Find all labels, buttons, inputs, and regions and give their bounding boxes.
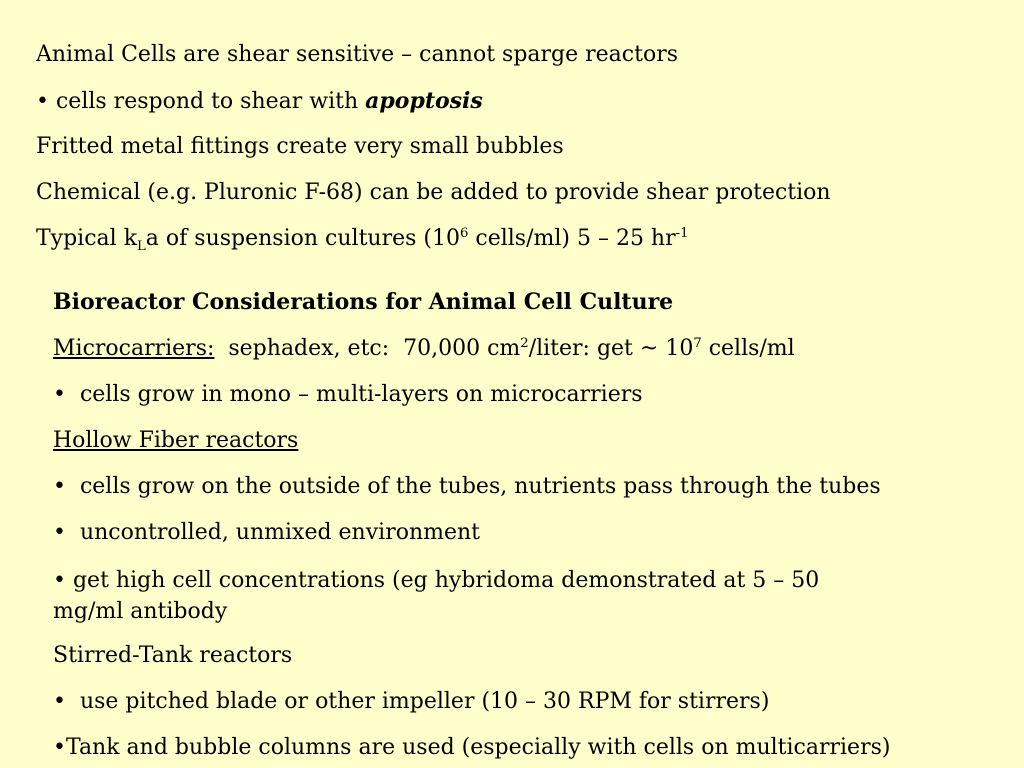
text: Fritted metal fittings create very small bubbles xyxy=(36,134,564,159)
title-text: Bioreactor Considerations for Animal Cell Culture xyxy=(53,289,674,315)
text: a of suspension cultures (10 xyxy=(145,226,460,251)
bullet-stirred-2 xyxy=(53,734,890,762)
text: Stirred-Tank reactors xyxy=(53,643,293,668)
bullet-apoptosis xyxy=(36,87,483,116)
text: • uncontrolled, unmixed environment xyxy=(53,520,481,545)
bullet-stirred-1 xyxy=(53,688,769,716)
text-line-pluronic xyxy=(36,179,831,207)
text: cells/ml xyxy=(701,336,795,361)
text: • use pitched blade or other impeller (10 – 30 RPM for stirrers) xyxy=(53,689,770,714)
text: Hollow Fiber reactors xyxy=(53,428,299,453)
bullet-hollow-2 xyxy=(53,519,480,547)
stirred-tank-heading xyxy=(53,642,292,670)
emphasis-apoptosis: apoptosis xyxy=(365,88,483,114)
text-line-kla xyxy=(36,225,688,253)
text: /liter: get ~ 10 xyxy=(528,336,694,361)
superscript-exponent: 2 xyxy=(520,336,529,352)
bullet-mark: • xyxy=(36,89,49,114)
text: • cells grow in mono – multi-layers on microcarriers xyxy=(53,382,643,407)
text: cells/ml) 5 – 25 hr xyxy=(468,226,676,251)
text: sephadex, etc: 70,000 cm xyxy=(214,336,521,361)
subscript-l: L xyxy=(137,238,146,254)
text: Chemical (e.g. Pluronic F-68) can be added to provide shear protection xyxy=(36,180,831,205)
hollow-fiber-heading xyxy=(53,427,298,455)
text: • get high cell concentrations (eg hybridoma demonstrated at 5 – 50 mg/ml antibody xyxy=(53,568,820,624)
bullet-microcarriers xyxy=(53,381,643,409)
bullet-hollow-1 xyxy=(53,473,881,501)
text: Animal Cells are shear sensitive – cannot sparge reactors xyxy=(36,42,678,67)
bullet-hollow-3 xyxy=(53,565,853,627)
text: Typical k xyxy=(36,226,138,251)
section-title xyxy=(53,288,673,316)
text-line-shear-sensitive xyxy=(36,41,678,69)
text-line-fritted-fittings xyxy=(36,133,564,161)
microcarriers-line xyxy=(53,335,795,363)
text: cells respond to shear with xyxy=(55,89,359,114)
superscript-exponent: 6 xyxy=(459,226,469,242)
microcarriers-label: Microcarriers: xyxy=(53,336,215,361)
text: • cells grow on the outside of the tubes, nutrients pass through the tubes xyxy=(53,474,881,499)
superscript-exponent: 7 xyxy=(693,336,702,352)
superscript-exponent: -1 xyxy=(675,226,689,242)
text: •Tank and bubble columns are used (especially with cells on multicarriers) xyxy=(53,735,891,760)
